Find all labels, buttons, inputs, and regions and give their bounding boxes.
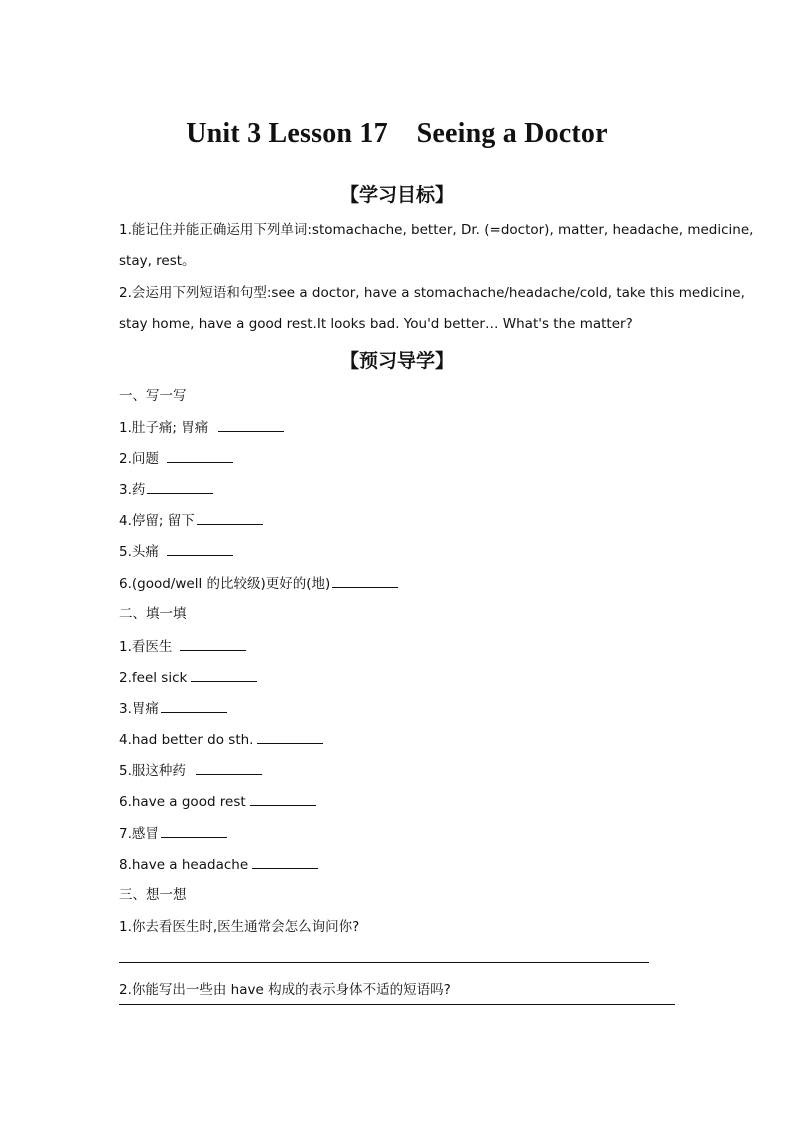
item-text: 2.feel sick — [119, 670, 188, 686]
item-text: 5.头痛 — [119, 544, 159, 560]
answer-blank[interactable] — [257, 730, 323, 744]
answer-blank[interactable] — [191, 668, 257, 682]
item-text: 6.(good/well 的比较级)更好的(地) — [119, 576, 331, 592]
answer-blank[interactable] — [197, 511, 263, 525]
page-title: Unit 3 Lesson 17 Seeing a Doctor — [186, 118, 608, 149]
item-text: 5.服这种药 — [119, 763, 186, 779]
answer-blank[interactable] — [332, 574, 398, 588]
item-text: 8.have a headache — [119, 857, 249, 873]
item-text: 6.have a good rest — [119, 794, 246, 810]
item-text: 2.问题 — [119, 451, 159, 467]
item-text: 4.had better do sth. — [119, 732, 254, 748]
objective-1-line-1: 1.能记住并能正确运用下列单词:stomachache, better, Dr. (=doctor), matter, headache, medicine, — [119, 222, 754, 238]
objective-2-line-2: stay home, have a good rest.It looks bad. You'd better… What's the matter? — [119, 316, 633, 332]
item-text: 1.看医生 — [119, 639, 173, 655]
objective-2-line-1: 2.会运用下列短语和句型:see a doctor, have a stomachache/headache/cold, take this medicine, — [119, 285, 745, 301]
item-text: 3.药 — [119, 482, 146, 498]
answer-blank[interactable] — [218, 418, 284, 432]
part2-item — [119, 792, 316, 811]
item-text: 3.胃痛 — [119, 701, 159, 717]
part2-item — [119, 855, 318, 874]
preview-heading: 【预习导学】 — [339, 350, 454, 372]
answer-blank[interactable] — [147, 480, 213, 494]
part1-label: 一、写一写 — [119, 388, 187, 404]
part2-item — [119, 637, 246, 656]
answer-blank[interactable] — [180, 637, 246, 651]
item-text: 4.停留; 留下 — [119, 513, 195, 529]
part2-item — [119, 824, 227, 843]
answer-blank[interactable] — [167, 542, 233, 556]
part3-label: 三、想一想 — [119, 887, 187, 903]
part1-item — [119, 418, 284, 437]
part3-question-2: 2.你能写出一些由 have 构成的表示身体不适的短语吗? — [119, 982, 451, 998]
item-text: 1.肚子痛; 胃痛 — [119, 420, 209, 436]
part1-item — [119, 449, 233, 468]
part2-item — [119, 699, 227, 718]
part1-item — [119, 574, 398, 593]
part2-item — [119, 668, 257, 687]
answer-blank[interactable] — [250, 792, 316, 806]
answer-blank[interactable] — [161, 824, 227, 838]
part1-item — [119, 480, 213, 499]
answer-blank[interactable] — [252, 855, 318, 869]
answer-blank[interactable] — [161, 699, 227, 713]
answer-line-1[interactable] — [119, 962, 649, 963]
part3-question-1: 1.你去看医生时,医生通常会怎么询问你? — [119, 919, 360, 935]
part1-item — [119, 542, 233, 561]
part1-item — [119, 511, 263, 530]
part2-label: 二、填一填 — [119, 606, 187, 622]
objective-1-line-2: stay, rest。 — [119, 253, 196, 269]
objectives-heading: 【学习目标】 — [339, 184, 454, 206]
part2-item — [119, 730, 323, 749]
item-text: 7.感冒 — [119, 826, 159, 842]
answer-blank[interactable] — [167, 449, 233, 463]
answer-blank[interactable] — [196, 761, 262, 775]
answer-line-2[interactable] — [119, 1004, 675, 1005]
part2-item — [119, 761, 262, 780]
